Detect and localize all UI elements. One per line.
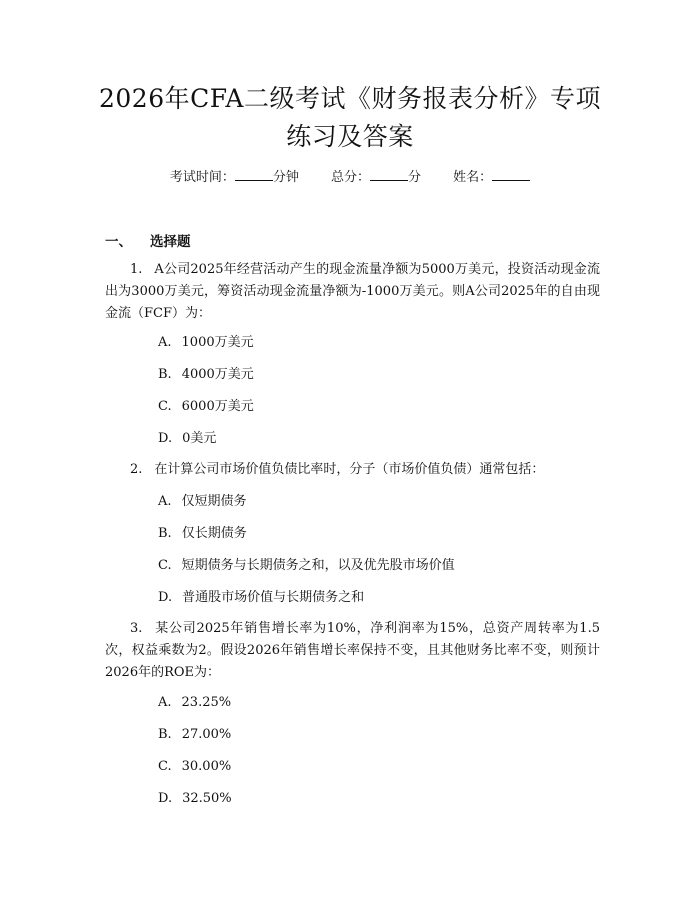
option-text: 短期债务与长期债务之和，以及优先股市场价值 — [181, 558, 455, 573]
question-number: 2. — [130, 462, 143, 477]
total-score-label: 总分： — [330, 170, 370, 185]
option-text: 6000万美元 — [181, 399, 254, 414]
option-1a — [158, 334, 254, 352]
option-1b — [158, 366, 254, 384]
option-label: A. — [158, 494, 172, 509]
question-number: 1. — [130, 262, 143, 277]
option-3a — [158, 694, 231, 712]
option-label: D. — [158, 791, 173, 806]
option-label: D. — [158, 590, 173, 605]
name-label: 姓名： — [453, 170, 493, 185]
option-label: A. — [158, 695, 172, 710]
name-blank — [492, 168, 530, 181]
option-2d — [158, 589, 364, 607]
option-2c — [158, 557, 455, 575]
option-text: 27.00% — [181, 727, 232, 742]
option-text: 4000万美元 — [181, 367, 254, 382]
exam-time-field — [170, 168, 299, 187]
option-3c — [158, 758, 231, 776]
question-1 — [105, 259, 600, 325]
option-2b — [158, 525, 247, 543]
option-text: 23.25% — [181, 695, 232, 710]
option-text: 1000万美元 — [181, 335, 254, 350]
section-number: 一、 — [105, 234, 132, 250]
section-heading — [105, 230, 191, 250]
option-1c — [158, 398, 254, 416]
option-text: 32.50% — [182, 791, 232, 806]
option-text: 仅短期债务 — [181, 494, 247, 509]
document-title — [60, 80, 640, 156]
option-text: 0美元 — [182, 431, 217, 446]
option-label: B. — [158, 367, 172, 382]
option-label: C. — [158, 759, 172, 774]
exam-info-line — [0, 168, 700, 187]
question-text: 某公司2025年销售增长率为10%，净利润率为15%，总资产周转率为1.5次，权益乘数为2。假设2026年销售增长率保持不变，且其他财务比率不变，则预计2026年的ROE为： — [105, 621, 600, 680]
option-text: 仅长期债务 — [181, 526, 247, 541]
total-score-unit: 分 — [408, 170, 422, 185]
option-label: C. — [158, 399, 172, 414]
exam-time-unit: 分钟 — [272, 170, 299, 185]
question-2 — [105, 459, 600, 481]
option-3d — [158, 790, 232, 808]
option-label: C. — [158, 558, 172, 573]
question-3 — [105, 618, 600, 684]
option-3b — [158, 726, 231, 744]
option-label: D. — [158, 431, 173, 446]
name-field — [453, 168, 530, 187]
question-text: 在计算公司市场价值负债比率时，分子（市场价值负债）通常包括： — [154, 462, 545, 477]
question-text: A公司2025年经营活动产生的现金流量净额为5000万美元，投资活动现金流出为3000万美元，筹资活动现金流量净额为-1000万美元。则A公司2025年的自由现金流（FCF）为： — [105, 262, 600, 321]
option-text: 30.00% — [181, 759, 232, 774]
question-number: 3. — [130, 621, 143, 636]
option-label: B. — [158, 526, 172, 541]
total-score-field — [331, 168, 421, 187]
title-line-1: 2026年CFA二级考试《财务报表分析》专项 — [99, 84, 601, 113]
option-1d — [158, 430, 216, 448]
section-title: 选择题 — [150, 234, 191, 250]
exam-time-blank — [235, 168, 273, 181]
total-score-blank — [370, 168, 408, 181]
option-label: A. — [158, 335, 172, 350]
option-text: 普通股市场价值与长期债务之和 — [182, 590, 365, 605]
option-label: B. — [158, 727, 172, 742]
title-line-2: 练习及答案 — [286, 122, 414, 151]
exam-time-label: 考试时间： — [169, 170, 235, 185]
option-2a — [158, 493, 247, 511]
